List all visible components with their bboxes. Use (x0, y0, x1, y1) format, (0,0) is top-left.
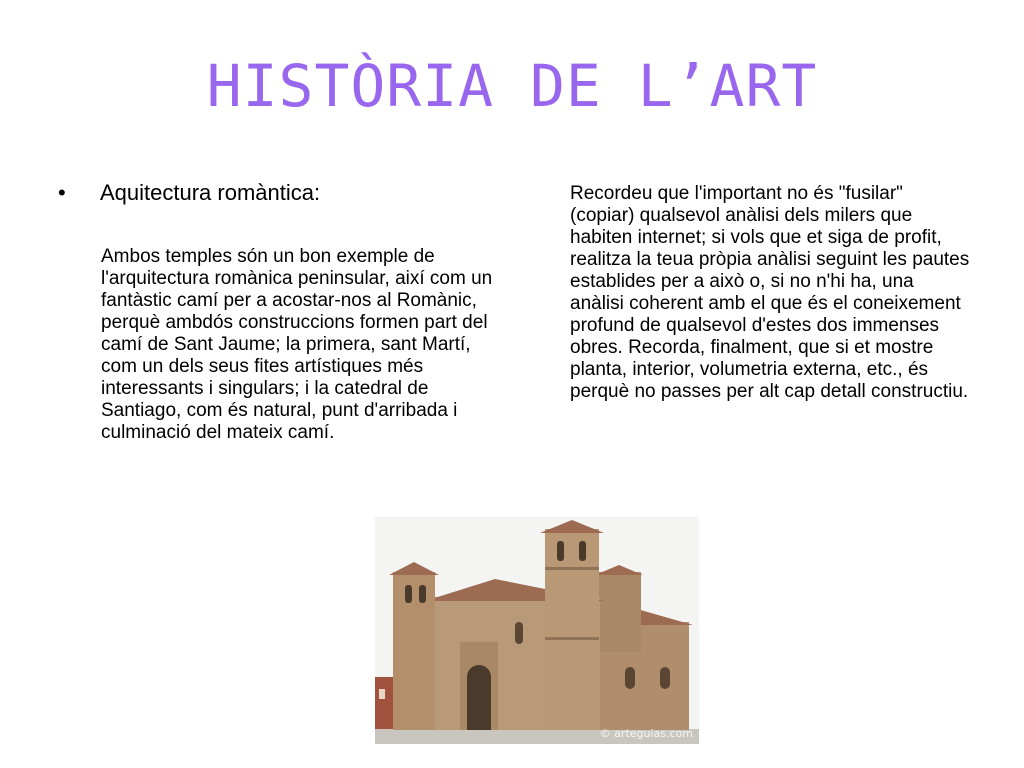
bullet-item (58, 180, 320, 206)
photo-watermark: © arteguias.com (599, 727, 693, 740)
slide-title: HISTÒRIA DE L’ART (206, 52, 818, 120)
left-paragraph: Ambos temples són un bon exemple de l'arquitectura romànica peninsular, així com un fantàstic camí per a acostar-nos al Romànic, perquè ambdós construccions formen part del camí de Sant Jaume; la primera, sant Martí, com un dels seus fites artístiques més interessants i singulars; i la catedral de Santiago, com és natural, punt d'arribada i culminació del mateix camí. (101, 246, 493, 443)
church-photo (375, 517, 699, 744)
romanesque-church-illustration (375, 517, 699, 744)
bullet-text: Aquitectura romàntica: (100, 180, 321, 205)
bullet-symbol: • (58, 180, 66, 205)
right-paragraph: Recordeu que l'important no és "fusilar" (copiar) qualsevol anàlisi dels milers que habiten internet; si vols que et siga de profit, realitza la teua pròpia anàlisi seguint les pautes establides per a això o, si no n'hi ha, una anàlisi coherent amb el que és el coneixement profund de qualsevol d'estes dos immenses obres. Recorda, finalment, que si et mostre planta, interior, volumetria externa, etc., és perquè no passes per alt cap detall constructiu. (570, 183, 970, 402)
